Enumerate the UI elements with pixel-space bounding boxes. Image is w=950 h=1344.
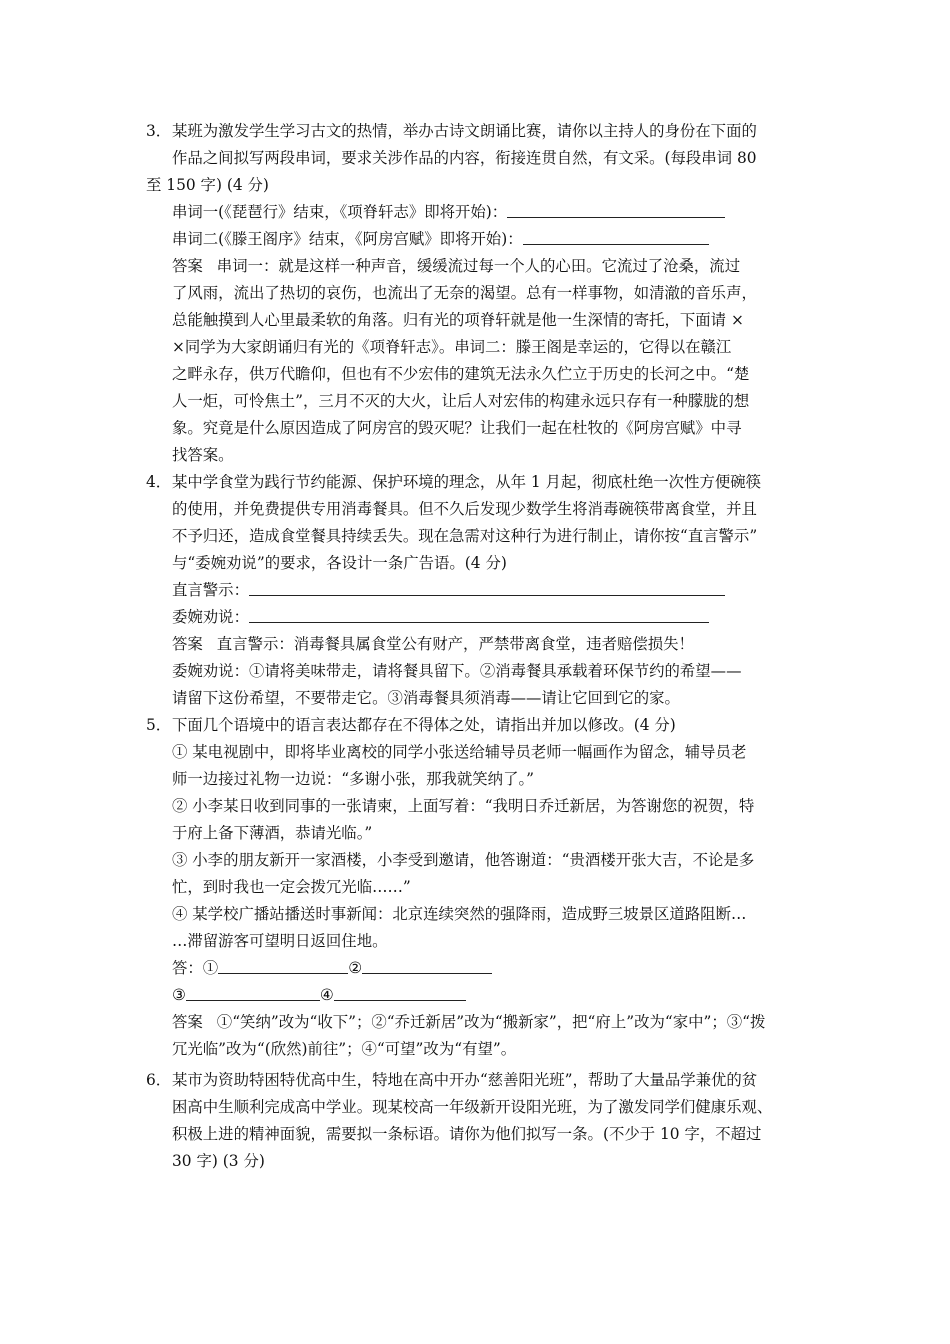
blank-marker: ③ xyxy=(172,986,186,1004)
question-6 xyxy=(146,1067,816,1175)
question-text: 不予归还，造成食堂餐具持续丢失。现在急需对这种行为进行制止，请你按“直言警示” xyxy=(172,527,758,545)
context-item: ③ 小李的朋友新开一家酒楼，小李受到邀请，他答谢道：“贵酒楼开张大吉，不论是多 xyxy=(172,851,755,869)
question-text: 某市为资助特困特优高中生，特地在高中开办“慈善阳光班”，帮助了大量品学兼优的贫 xyxy=(172,1071,758,1089)
answer-label: 答案 xyxy=(172,1013,203,1031)
blank-marker: ① xyxy=(202,959,219,977)
answer-text: ①“笑纳”改为“收下”；②“乔迁新居”改为“搬新家”，把“府上”改为“家中”；③“拨 xyxy=(216,1013,766,1031)
context-item: 于府上备下薄酒，恭请光临。” xyxy=(172,824,373,842)
answer-text: 找答案。 xyxy=(172,446,234,464)
question-4 xyxy=(146,469,816,712)
answer-text: 人一炬，可怜焦土”，三月不灭的大火，让后人对宏伟的构建永远只存有一种朦胧的想 xyxy=(172,392,750,410)
context-item: ① 某电视剧中，即将毕业离校的同学小张送给辅导员老师一幅画作为留念，辅导员老 xyxy=(172,743,747,761)
question-number: 5． xyxy=(146,716,172,734)
blank-marker: ④ xyxy=(319,986,334,1004)
question-list xyxy=(146,118,816,1175)
question-text: 作品之间拟写两段串词，要求关涉作品的内容，衔接连贯自然，有文采。(每段串词 80 xyxy=(172,149,757,167)
answer-blank[interactable] xyxy=(186,985,320,1001)
prompt-label: 委婉劝说： xyxy=(172,608,249,626)
answer-blank[interactable] xyxy=(249,580,725,596)
question-text: 与“委婉劝说”的要求，各设计一条广告语。(4 分) xyxy=(172,554,507,572)
question-number: 4． xyxy=(146,473,172,491)
answer-label: 答案 xyxy=(172,257,203,275)
answer-text: 请留下这份希望，不要带走它。③消毒餐具须消毒——请让它回到它的家。 xyxy=(172,689,680,707)
question-text: 困高中生顺利完成高中学业。现某校高一年级新开设阳光班，为了激发同学们健康乐观、 xyxy=(172,1098,773,1116)
answer-text: 了风雨，流出了热切的哀伤，也流出了无奈的渴望。总有一样事物，如清澈的音乐声， xyxy=(172,284,757,302)
answer-prefix: 答： xyxy=(172,959,203,977)
answer-text: 直言警示：消毒餐具属食堂公有财产，严禁带离食堂，违者赔偿损失！ xyxy=(216,635,694,653)
question-text: 积极上进的精神面貌，需要拟一条标语。请你为他们拟写一条。(不少于 10 字，不超过 xyxy=(172,1125,762,1143)
question-text: 某班为激发学生学习古文的热情，举办古诗文朗诵比赛，请你以主持人的身份在下面的 xyxy=(172,122,757,140)
answer-blank[interactable] xyxy=(507,202,725,218)
prompt-label: 串词二(《滕王阁序》结束，《阿房宫赋》即将开始)： xyxy=(172,230,523,248)
context-item: ④ 某学校广播站播送时事新闻：北京连续突然的强降雨，造成野三坡景区道路阻断… xyxy=(172,905,747,923)
question-5 xyxy=(146,712,816,1063)
context-item: ② 小李某日收到同事的一张请柬，上面写着：“我明日乔迁新居，为答谢您的祝贺，特 xyxy=(172,797,755,815)
answer-text: 之畔永存，供万代瞻仰，但也有不少宏伟的建筑无法永久伫立于历史的长河之中。“楚 xyxy=(172,365,750,383)
question-text: 某中学食堂为践行节约能源、保护环境的理念，从年 1 月起，彻底杜绝一次性方便碗筷 xyxy=(172,473,762,491)
answer-blank[interactable] xyxy=(218,958,348,974)
answer-text: 象。究竟是什么原因造成了阿房宫的毁灭呢？让我们一起在杜牧的《阿房宫赋》中寻 xyxy=(172,419,742,437)
answer-blank[interactable] xyxy=(523,229,709,245)
context-item: 忙，到时我也一定会拨冗光临……” xyxy=(172,878,411,896)
answer-text: 总能触摸到人心里最柔软的角落。归有光的项脊轩就是他一生深情的寄托，下面请 × xyxy=(172,311,744,329)
answer-text: 串词一：就是这样一种声音，缓缓流过每一个人的心田。它流过了沧桑，流过 xyxy=(216,257,741,275)
question-number: 6． xyxy=(146,1071,172,1089)
question-3 xyxy=(146,118,816,469)
question-text: 至 150 字) (4 分) xyxy=(146,176,269,194)
question-text: 30 字) (3 分) xyxy=(172,1152,265,1170)
answer-text: 冗光临”改为“(欣然)前往”；④“可望”改为“有望”。 xyxy=(172,1040,517,1058)
question-text: 的使用，并免费提供专用消毒餐具。但不久后发现少数学生将消毒碗筷带离食堂，并且 xyxy=(172,500,757,518)
answer-blank[interactable] xyxy=(334,985,466,1001)
answer-text: ×同学为大家朗诵归有光的《项脊轩志》。串词二：滕王阁是幸运的，它得以在赣江 xyxy=(172,338,732,356)
blank-marker: ② xyxy=(348,959,363,977)
question-text: 下面几个语境中的语言表达都存在不得体之处，请指出并加以修改。(4 分) xyxy=(172,716,676,734)
context-item: 师一边接过礼物一边说：“多谢小张，那我就笑纳了。” xyxy=(172,770,535,788)
question-number: 3． xyxy=(146,122,172,140)
answer-text: 委婉劝说：①请将美味带走，请将餐具留下。②消毒餐具承载着环保节约的希望—— xyxy=(172,662,742,680)
prompt-label: 直言警示： xyxy=(172,581,249,599)
answer-blank[interactable] xyxy=(362,958,492,974)
context-item: …滞留游客可望明日返回住地。 xyxy=(172,932,388,950)
answer-label: 答案 xyxy=(172,635,203,653)
answer-blank[interactable] xyxy=(249,607,709,623)
prompt-label: 串词一(《琵琶行》结束，《项脊轩志》即将开始)： xyxy=(172,203,508,221)
